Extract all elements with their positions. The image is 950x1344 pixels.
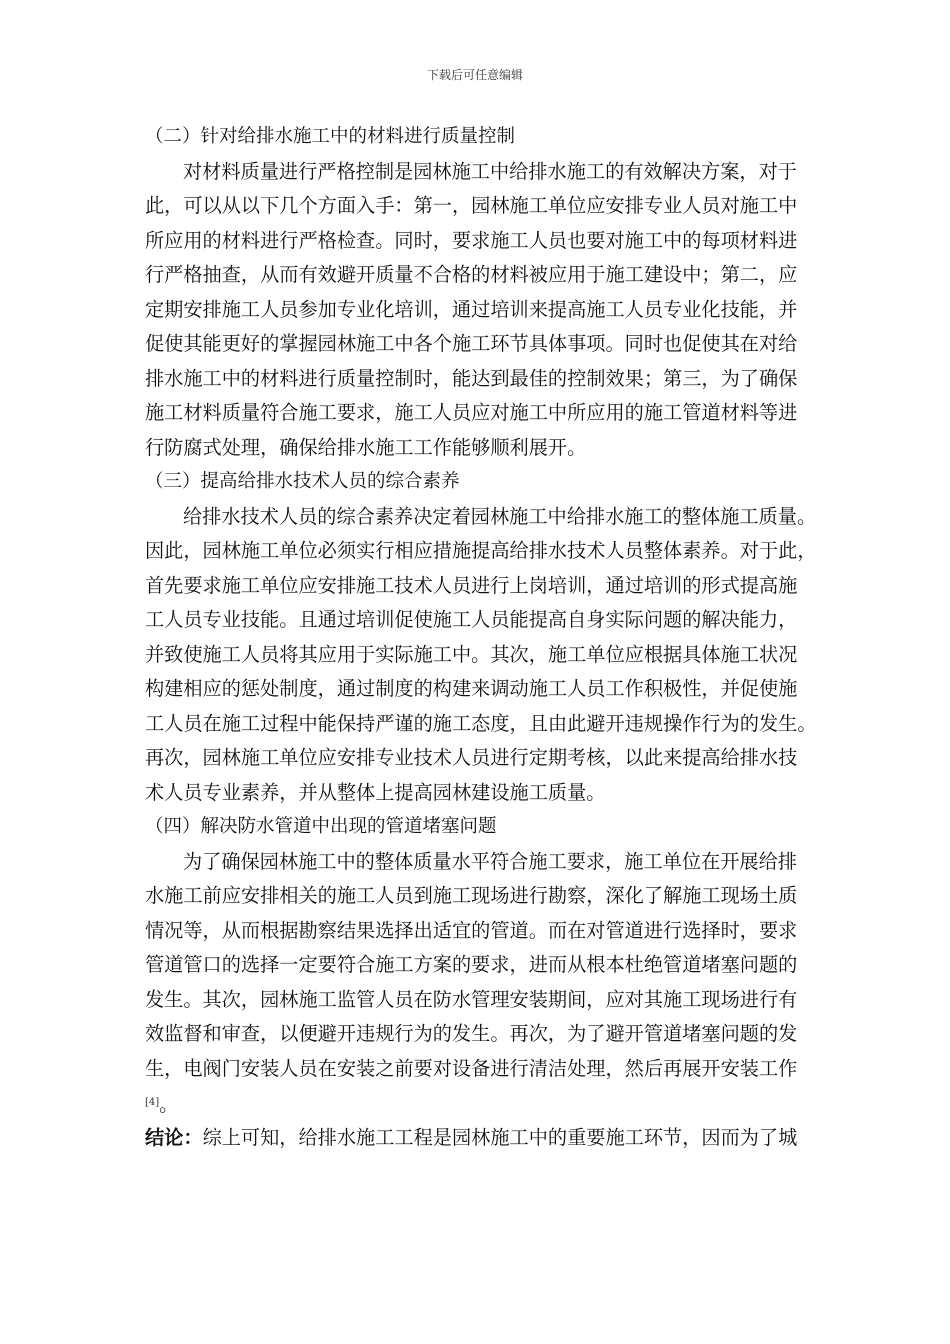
paragraph-line: 给排水技术人员的综合素养决定着园林施工中给排水施工的整体施工质量。 <box>183 504 817 528</box>
page-header: 下载后可任意编辑 <box>426 68 523 82</box>
paragraph-line: 工人员在施工过程中能保持严谨的施工态度，且由此避开违规操作行为的发生。 <box>145 711 817 735</box>
paragraph-line: 工人员专业技能。且通过培训促使施工人员能提高自身实际问题的解决能力， <box>145 608 798 631</box>
paragraph-line: 行防腐式处理，确保给排水施工工作能够顺利展开。 <box>145 435 587 459</box>
paragraph-line: 定期安排施工人员参加专业化培训，通过培训来提高施工人员专业化技能，并 <box>145 297 798 321</box>
paragraph-line-citation <box>145 1086 805 1121</box>
section-heading: （四）解决防水管道中出现的管道堵塞问题 <box>145 816 497 837</box>
paragraph-line: 所应用的材料进行严格检查。同时，要求施工人员也要对施工中的每项材料进 <box>145 228 798 252</box>
citation-tail: 。 <box>159 1093 179 1116</box>
conclusion-label: 结论： <box>145 1125 203 1149</box>
paragraph-line: 生，电阀门安装人员在安装之前要对设备进行清洁处理，然后再展开安装工作 <box>145 1056 798 1080</box>
paragraph-line: 行严格抽查，从而有效避开质量不合格的材料被应用于施工建设中；第二，应 <box>145 263 798 286</box>
paragraph-line: 管道管口的选择一定要符合施工方案的要求，进而从根本杜绝管道堵塞问题的 <box>145 953 798 976</box>
document-body <box>145 120 817 1155</box>
paragraph-line: 水施工前应安排相关的施工人员到施工现场进行勘察，深化了解施工现场土质 <box>145 884 798 907</box>
paragraph-line: 发生。其次，园林施工监管人员在防水管理安装期间，应对其施工现场进行有 <box>145 987 798 1011</box>
paragraph-line: 此，可以从以下几个方面入手：第一，园林施工单位应安排专业人员对施工中 <box>145 194 798 217</box>
paragraph-line: 为了确保园林施工中的整体质量水平符合施工要求，施工单位在开展给排 <box>183 849 797 873</box>
paragraph-line: 促使其能更好的掌握园林施工中各个施工环节具体事项。同时也促使其在对给 <box>145 332 798 355</box>
paragraph-line: 效监督和审查，以便避开违规行为的发生。再次，为了避开管道堵塞问题的发 <box>145 1022 798 1045</box>
paragraph-line: 施工材料质量符合施工要求，施工人员应对施工中所应用的施工管道材料等进 <box>145 401 798 424</box>
section-heading: （三）提高给排水技术人员的综合素养 <box>145 471 460 492</box>
paragraph-line: 首先要求施工单位应安排施工技术人员进行上岗培训，通过培训的形式提高施 <box>145 573 798 597</box>
paragraph-line: 情况等，从而根据勘察结果选择出适宜的管道。而在对管道进行选择时，要求 <box>145 918 798 942</box>
conclusion-text: 综上可知，给排水施工工程是园林施工中的重要施工环节，因而为了城 <box>202 1125 798 1149</box>
conclusion-line <box>145 1121 805 1156</box>
paragraph-line: 构建相应的惩处制度，通过制度的构建来调动施工人员工作积极性，并促使施 <box>145 677 798 700</box>
paragraph-line: 因此，园林施工单位必须实行相应措施提高给排水技术人员整体素养。对于此， <box>145 539 817 562</box>
paragraph-line: 排水施工中的材料进行质量控制时，能达到最佳的控制效果；第三，为了确保 <box>145 366 798 390</box>
paragraph-line: 术人员专业素养，并从整体上提高园林建设施工质量。 <box>145 780 606 804</box>
paragraph-line: 再次，园林施工单位应安排专业技术人员进行定期考核，以此来提高给排水技 <box>145 746 798 769</box>
paragraph-line: 并致使施工人员将其应用于实际施工中。其次，施工单位应根据具体施工状况 <box>145 642 798 666</box>
citation-reference: [4] <box>145 1097 160 1108</box>
section-heading: （二）针对给排水施工中的材料进行质量控制 <box>145 126 516 147</box>
paragraph-line: 对材料质量进行严格控制是园林施工中给排水施工的有效解决方案，对于 <box>183 159 797 183</box>
